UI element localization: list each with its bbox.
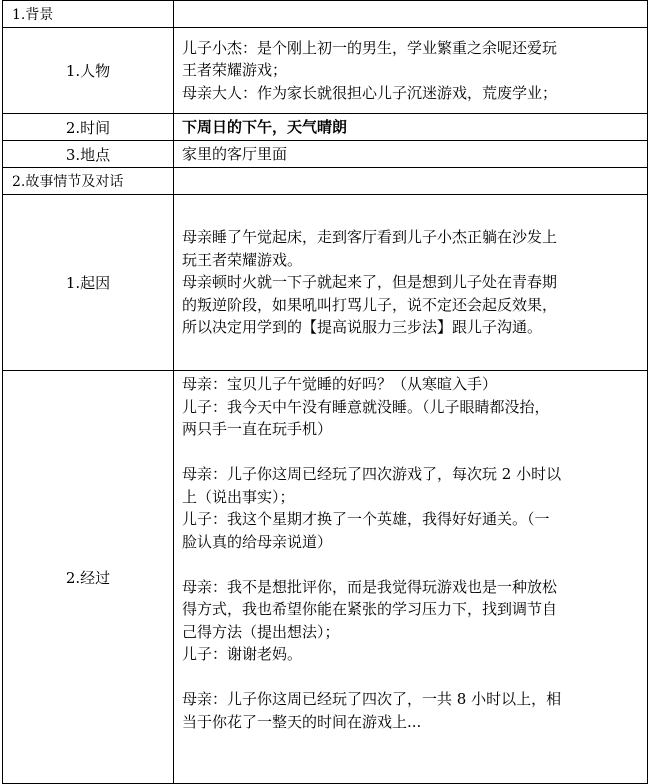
blank-line [182, 441, 637, 464]
cause-cell [174, 195, 648, 371]
section-header-story: 2.故事情节及对话 [3, 168, 174, 195]
table-row [3, 168, 648, 195]
table-row [3, 195, 648, 371]
text-line: 儿子：我这个星期才换了一个英雄，我得好好通关。（一 [182, 510, 550, 528]
text-line: 儿子：谢谢老妈。 [182, 645, 303, 663]
place-value: 家里的客厅里面 [174, 141, 648, 168]
table-row [3, 28, 648, 114]
empty-cell [174, 168, 648, 195]
text-line: 母亲睡了午觉起床，走到客厅看到儿子小杰正躺在沙发上 [182, 228, 558, 247]
text-line: 母亲大人：作为家长就很担心儿子沉迷游戏，荒废学业； [182, 83, 558, 102]
text-line: 母亲：我不是想批评你，而是我觉得玩游戏也是一种放松 [182, 577, 558, 596]
text-line: 两只手一直在玩手机） [182, 420, 333, 438]
section-header-background: 1.背景 [3, 1, 174, 28]
text-line: 儿子：我今天中午没有睡意就没睡。（儿子眼睛都没抬， [182, 397, 550, 416]
label-characters: 1.人物 [3, 28, 174, 114]
text-line: 母亲：宝贝儿子午觉睡的好吗？（从寒暄入手） [182, 375, 498, 393]
text-line: 母亲：儿子你这周已经玩了四次游戏了，每次玩 2 小时以 [182, 465, 562, 483]
label-time: 2.时间 [3, 114, 174, 141]
table-row [3, 141, 648, 168]
text-line: 当于你花了一整天的时间在游戏上... [182, 712, 422, 731]
process-cell [174, 371, 648, 784]
text-line: 母亲：儿子你这周已经玩了四次了，一共 8 小时以上，相 [182, 690, 562, 708]
characters-cell [174, 28, 648, 114]
text-line: 母亲顿时火就一下子就起来了，但是想到儿子处在青春期 [182, 273, 558, 292]
table-row [3, 1, 648, 28]
story-table [2, 0, 648, 784]
blank-line [182, 553, 637, 576]
label-process: 2.经过 [3, 371, 174, 784]
blank-line [182, 666, 637, 689]
text-line: 脸认真的给母亲说道） [182, 532, 333, 551]
text-line: 儿子小杰：是个刚上初一的男生，学业繁重之余呢还爱玩 [182, 38, 558, 57]
text-line: 王者荣耀游戏； [182, 61, 288, 80]
table-row [3, 371, 648, 784]
empty-cell [174, 1, 648, 28]
label-cause: 1.起因 [3, 195, 174, 371]
text-line: 得方式，我也希望你能在紧张的学习压力下，找到调节自 [182, 600, 558, 618]
text-line: 所以决定用学到的【提高说服力三步法】跟儿子沟通。 [182, 318, 543, 337]
time-value: 下周日的下午，天气晴朗 [174, 114, 648, 141]
text-line: 上（说出事实）； [182, 487, 295, 506]
text-line: 的叛逆阶段，如果吼叫打骂儿子，说不定还会起反效果， [182, 295, 558, 314]
table-row [3, 114, 648, 141]
label-place: 3.地点 [3, 141, 174, 168]
text-line: 己得方法（提出想法）； [182, 622, 340, 641]
text-line: 玩王者荣耀游戏。 [182, 250, 303, 269]
